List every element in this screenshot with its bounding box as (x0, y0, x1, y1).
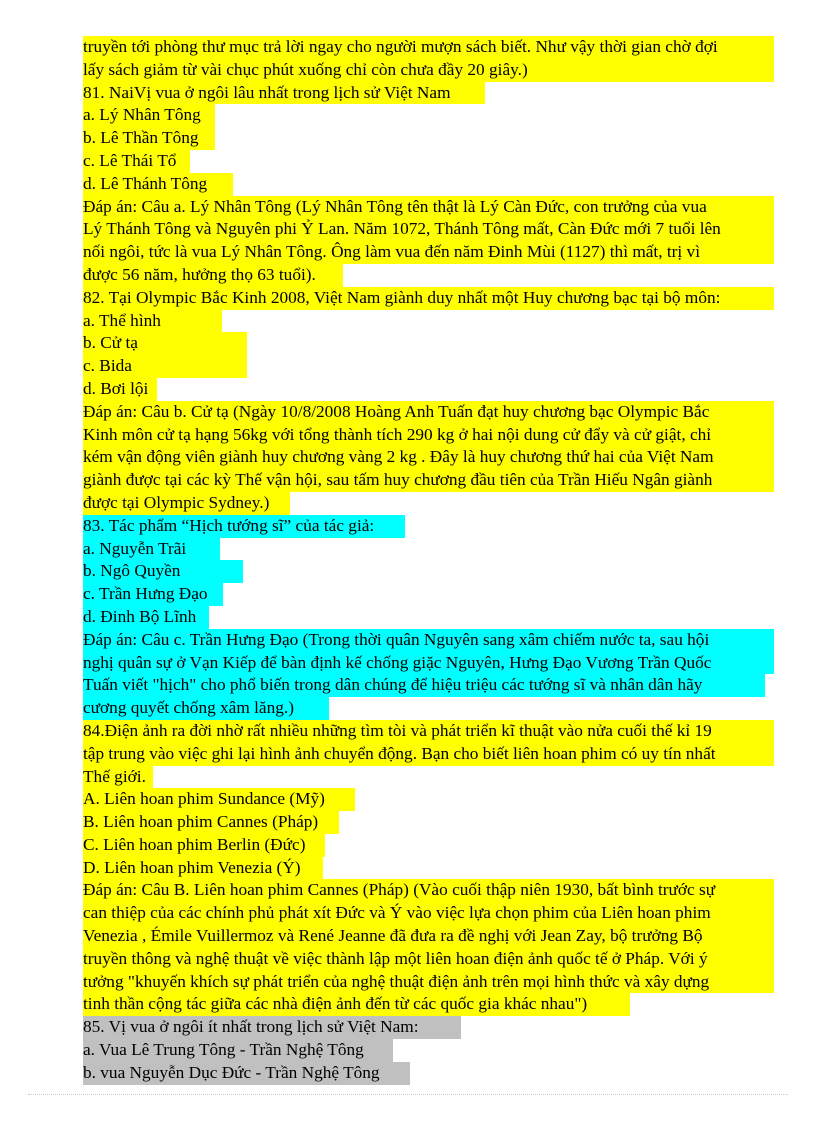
text-line (83, 82, 816, 105)
text-line (83, 879, 816, 902)
text-line (83, 606, 816, 629)
highlighted-text: a. Lý Nhân Tông (83, 104, 215, 127)
highlighted-text: Tuấn viết "hịch" cho phổ biến trong dân chúng để hiệu triệu các tướng sĩ và nhân dân hãy (83, 674, 765, 697)
highlighted-text: Lý Thánh Tông và Nguyên phi Ỷ Lan. Năm 1072, Thánh Tông mất, Càn Đức mới 7 tuổi lên (83, 218, 774, 241)
highlighted-text: Đáp án: Câu a. Lý Nhân Tông (Lý Nhân Tông tên thật là Lý Càn Đức, con trưởng của vua (83, 196, 774, 219)
highlighted-text: được tại Olympic Sydney.) (83, 492, 290, 515)
highlighted-text: Venezia , Émile Vuillermoz và René Jeanne đã đưa ra đề nghị với Jean Zay, bộ trưởng Bộ (83, 925, 774, 948)
highlighted-text: can thiệp của các chính phủ phát xít Đức và Ý vào việc lựa chọn phim của Liên hoan phim (83, 902, 774, 925)
highlighted-text: 81. NaiVị vua ở ngôi lâu nhất trong lịch sử Việt Nam (83, 82, 485, 105)
highlighted-text: a. Nguyễn Trãi (83, 538, 220, 561)
text-line (83, 332, 816, 355)
highlighted-text: c. Trần Hưng Đạo (83, 583, 223, 606)
text-line (83, 104, 816, 127)
highlighted-text: b. Cử tạ (83, 332, 247, 355)
highlighted-text: d. Đinh Bộ Lĩnh (83, 606, 209, 629)
highlighted-text: 83. Tác phẩm “Hịch tướng sĩ” của tác giả: (83, 515, 405, 538)
highlighted-text: b. Ngô Quyền (83, 560, 243, 583)
text-line (83, 196, 816, 219)
text-line (83, 287, 816, 310)
text-line (83, 446, 816, 469)
text-line (83, 173, 816, 196)
text-line (83, 902, 816, 925)
highlighted-text: a. Thể hình (83, 310, 222, 333)
text-line (83, 264, 816, 287)
highlighted-text: c. Lê Thái Tổ (83, 150, 190, 173)
text-line (83, 1039, 816, 1062)
text-line (83, 538, 816, 561)
highlighted-text: nối ngôi, tức là vua Lý Nhân Tông. Ông làm vua đến năm Đinh Mùi (1127) thì mất, trị vì (83, 241, 774, 264)
text-line (83, 424, 816, 447)
highlighted-text: tập trung vào việc ghi lại hình ảnh chuyển động. Bạn cho biết liên hoan phim có uy tín nhất (83, 743, 774, 766)
text-line (83, 1016, 816, 1039)
text-line (83, 720, 816, 743)
text-line (83, 150, 816, 173)
text-line (83, 1062, 816, 1085)
highlighted-text: 85. Vị vua ở ngôi ít nhất trong lịch sử Việt Nam: (83, 1016, 461, 1039)
highlighted-text: được 56 năm, hưởng thọ 63 tuổi). (83, 264, 343, 287)
highlighted-text: truyền thông và nghệ thuật về việc thành lập một liên hoan điện ảnh quốc tế ở Pháp. Với ý (83, 948, 774, 971)
text-line (83, 492, 816, 515)
highlighted-text: C. Liên hoan phim Berlin (Đức) (83, 834, 325, 857)
text-line (83, 59, 816, 82)
highlighted-text: b. vua Nguyễn Dục Đức - Trần Nghệ Tông (83, 1062, 410, 1085)
highlighted-text: Kinh môn cử tạ hạng 56kg với tổng thành tích 290 kg ở hai nội dung cử đẩy và cử giật, chỉ (83, 424, 774, 447)
text-line (83, 515, 816, 538)
text-line (83, 766, 816, 789)
text-line (83, 925, 816, 948)
text-line (83, 401, 816, 424)
highlighted-text: 82. Tại Olympic Bắc Kinh 2008, Việt Nam giành duy nhất một Huy chương bạc tại bộ môn: (83, 287, 774, 310)
text-line (83, 834, 816, 857)
document-page (0, 36, 816, 1085)
highlighted-text: Thế giới. (83, 766, 153, 789)
highlighted-text: b. Lê Thần Tông (83, 127, 215, 150)
text-line (83, 674, 816, 697)
highlighted-text: Đáp án: Câu b. Cử tạ (Ngày 10/8/2008 Hoàng Anh Tuấn đạt huy chương bạc Olympic Bắc (83, 401, 774, 424)
highlighted-text: a. Vua Lê Trung Tông - Trần Nghệ Tông (83, 1039, 393, 1062)
highlighted-text: Đáp án: Câu c. Trần Hưng Đạo (Trong thời quân Nguyên sang xâm chiếm nước ta, sau hội (83, 629, 774, 652)
highlighted-text: giành được tại các kỳ Thế vận hội, sau tấm huy chương đầu tiên của Trần Hiếu Ngân giành (83, 469, 774, 492)
text-line (83, 469, 816, 492)
highlighted-text: 84.Điện ảnh ra đời nhờ rất nhiều những tìm tòi và phát triển kĩ thuật vào nửa cuối thế kỉ 19 (83, 720, 774, 743)
highlighted-text: d. Bơi lội (83, 378, 157, 401)
highlighted-text: A. Liên hoan phim Sundance (Mỹ) (83, 788, 355, 811)
highlighted-text: d. Lê Thánh Tông (83, 173, 233, 196)
highlighted-text: Đáp án: Câu B. Liên hoan phim Cannes (Pháp) (Vào cuối thập niên 1930, bất bình trước sự (83, 879, 774, 902)
highlighted-text: truyền tới phòng thư mục trả lời ngay cho người mượn sách biết. Như vậy thời gian chờ đợi (83, 36, 774, 59)
text-line (83, 971, 816, 994)
highlighted-text: tinh thần cộng tác giữa các nhà điện ảnh đến từ các quốc gia khác nhau") (83, 993, 630, 1016)
text-line (83, 629, 816, 652)
text-line (83, 948, 816, 971)
text-line (83, 560, 816, 583)
text-line (83, 583, 816, 606)
text-line (83, 218, 816, 241)
highlighted-text: lấy sách giảm từ vài chục phút xuống chỉ còn chưa đầy 20 giây.) (83, 59, 774, 82)
text-line (83, 743, 816, 766)
highlighted-text: cương quyết chống xâm lăng.) (83, 697, 329, 720)
text-line (83, 993, 816, 1016)
text-line (83, 788, 816, 811)
highlighted-text: c. Bida (83, 355, 247, 378)
highlighted-text: kém vận động viên giành huy chương vàng 2 kg . Đây là huy chương thứ hai của Việt Nam (83, 446, 774, 469)
text-line (83, 355, 816, 378)
text-line (83, 36, 816, 59)
text-line (83, 241, 816, 264)
page-bottom-divider (28, 1094, 788, 1095)
highlighted-text: tưởng "khuyến khích sự phát triển của nghệ thuật điện ảnh trên mọi hình thức và xây dựng (83, 971, 774, 994)
text-line (83, 378, 816, 401)
text-line (83, 652, 816, 675)
highlighted-text: nghị quân sự ở Vạn Kiếp để bàn định kế chống giặc Nguyên, Hưng Đạo Vương Trần Quốc (83, 652, 774, 675)
text-line (83, 310, 816, 333)
text-line (83, 811, 816, 834)
text-line (83, 127, 816, 150)
text-line (83, 697, 816, 720)
highlighted-text: D. Liên hoan phim Venezia (Ý) (83, 857, 323, 880)
text-line (83, 857, 816, 880)
highlighted-text: B. Liên hoan phim Cannes (Pháp) (83, 811, 339, 834)
